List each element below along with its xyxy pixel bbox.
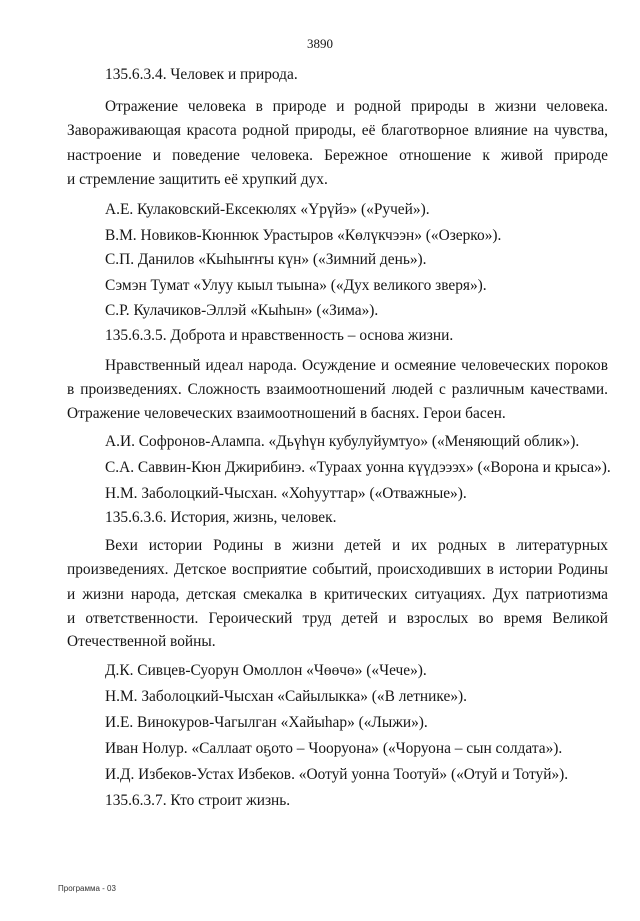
section-heading: 135.6.3.6. История, жизнь, человек. — [105, 509, 337, 526]
footer-label: Программа - 03 — [58, 884, 116, 893]
work-citation: А.Е. Кулаковский-Ексекюлях «Үрүйэ» («Ручей»). — [105, 201, 430, 218]
paragraph-line: Нравственный идеал народа. Осуждение и осмеяние человеческих пороков — [105, 357, 608, 374]
paragraph-line: Завораживающая красота родной природы, её благотворное влияние на чувства, — [67, 122, 608, 139]
work-citation: А.И. Софронов-Алампа. «Дьүһүн кубулуйумтуо» («Меняющий облик»). — [105, 433, 580, 450]
work-citation: Сэмэн Тумат «Улуу кыыл тыына» («Дух великого зверя»). — [105, 277, 487, 294]
work-citation: И.Д. Избеков-Устах Избеков. «Оотуй уонна Тоотуй» («Отуй и Тотуй»). — [105, 766, 569, 783]
work-citation: С.А. Саввин-Кюн Джирибинэ. «Тураах уонна күүдэээх» («Ворона и крыса»). — [105, 459, 611, 476]
paragraph-line: настроение и поведение человека. Бережное отношение к живой природе — [67, 147, 608, 164]
work-citation: Иван Нолур. «Саллаат оҕото – Чооруона» («Чоруона – сын солдата»). — [105, 740, 563, 757]
paragraph-line: в произведениях. Сложность взаимоотношений людей с различным качествами. — [67, 381, 608, 398]
paragraph-line: Отражение человеческих взаимоотношений в баснях. Герои басен. — [67, 405, 506, 422]
section-heading: 135.6.3.7. Кто строит жизнь. — [105, 792, 291, 809]
page-number: 3890 — [307, 36, 333, 51]
work-citation: Д.К. Сивцев-Суорун Омоллон «Чөөчө» («Чече»). — [105, 662, 427, 679]
work-citation: И.Е. Винокуров-Чагылган «Хайыһар» («Лыжи»). — [105, 714, 428, 731]
work-citation: С.Р. Кулачиков-Эллэй «Кыһын» («Зима»). — [105, 302, 379, 319]
section-heading: 135.6.3.5. Доброта и нравственность – основа жизни. — [105, 327, 454, 344]
paragraph-line: и жизни народа, детская смекалка в критических ситуациях. Дух патриотизма — [67, 586, 608, 603]
paragraph-line: Вехи истории Родины в жизни детей и их родных в литературных — [105, 537, 608, 554]
work-citation: Н.М. Заболоцкий-Чысхан «Сайылыкка» («В летнике»). — [105, 688, 467, 705]
paragraph-line: Отражение человека в природе и родной природы в жизни человека. — [105, 98, 608, 115]
work-citation: С.П. Данилов «Кыһыҥҥы күн» («Зимний день»). — [105, 251, 427, 268]
work-citation: В.М. Новиков-Кюннюк Урастыров «Көлүкчээн» («Озерко»). — [105, 227, 502, 244]
work-citation: Н.М. Заболоцкий-Чысхан. «Хоһууттар» («Отважные»). — [105, 485, 467, 502]
paragraph-line: и ответственности. Героический труд детей и взрослых во время Великой — [67, 610, 608, 627]
paragraph-line: произведениях. Детское восприятие событий, происходивших в истории Родины — [67, 561, 608, 578]
section-heading: 135.6.3.4. Человек и природа. — [105, 66, 298, 83]
paragraph-line: Отечественной войны. — [67, 633, 216, 650]
paragraph-line: и стремление защитить её хрупкий дух. — [67, 171, 328, 188]
